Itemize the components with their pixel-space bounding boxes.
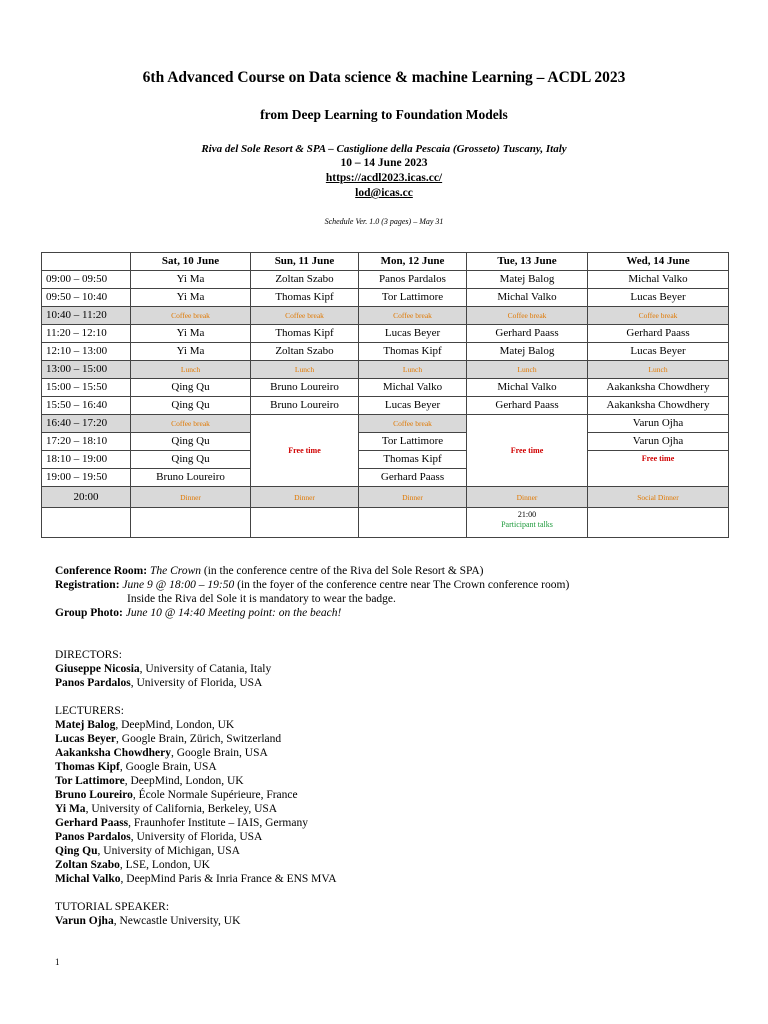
session-cell: Yi Ma (131, 289, 251, 307)
time-slot: 09:50 – 10:40 (42, 289, 131, 307)
session-cell: Thomas Kipf (251, 325, 359, 343)
email-link[interactable]: lod@icas.cc (355, 187, 413, 199)
coffee-break-cell: Coffee break (359, 307, 467, 325)
person-affiliation: , DeepMind, London, UK (115, 719, 235, 731)
table-row-lunch (42, 361, 729, 379)
person-name: Tor Lattimore (55, 775, 125, 787)
list-item (55, 816, 755, 830)
table-row (42, 325, 729, 343)
session-cell: Gerhard Paass (467, 397, 588, 415)
time-slot: 15:50 – 16:40 (42, 397, 131, 415)
coffee-break-cell: Coffee break (251, 307, 359, 325)
person-affiliation: , University of Michigan, USA (97, 845, 240, 857)
lecturers-section (55, 704, 755, 886)
coffee-break-cell: Coffee break (131, 415, 251, 433)
table-row (42, 343, 729, 361)
person-affiliation: , Newcastle University, UK (113, 915, 241, 927)
registration-label: Registration (55, 579, 116, 591)
dinner-cell: Dinner (251, 487, 359, 508)
person-name: Aakanksha Chowdhery (55, 747, 171, 759)
session-cell: Lucas Beyer (588, 289, 729, 307)
session-cell: Gerhard Paass (588, 325, 729, 343)
empty-cell (42, 508, 131, 538)
time-slot: 19:00 – 19:50 (42, 469, 131, 487)
empty-cell (588, 508, 729, 538)
dates-line: 10 – 14 June 2023 (340, 157, 428, 169)
session-cell: Michal Valko (359, 379, 467, 397)
time-slot: 13:00 – 15:00 (42, 361, 131, 379)
registration-time: June 9 @ 18:00 – 19:50 (122, 579, 235, 591)
session-cell: Qing Qu (131, 379, 251, 397)
person-name: Yi Ma (55, 803, 86, 815)
session-cell: Matej Balog (467, 271, 588, 289)
session-cell: Thomas Kipf (359, 343, 467, 361)
time-slot: 18:10 – 19:00 (42, 451, 131, 469)
list-item (55, 774, 755, 788)
time-slot: 17:20 – 18:10 (42, 433, 131, 451)
list-item (55, 788, 755, 802)
session-cell: Thomas Kipf (251, 289, 359, 307)
room-name: The Crown (149, 565, 201, 577)
person-affiliation: , Google Brain, USA (119, 761, 217, 773)
list-item (55, 760, 755, 774)
person-affiliation: , Fraunhofer Institute – IAIS, Germany (128, 817, 308, 829)
dinner-cell: Social Dinner (588, 487, 729, 508)
group-photo-text: June 10 @ 14:40 Meeting point: on the beach! (125, 607, 342, 619)
session-cell: Zoltan Szabo (251, 343, 359, 361)
corner-cell (42, 253, 131, 271)
dinner-cell: Dinner (359, 487, 467, 508)
list-item (55, 844, 755, 858)
time-slot: 16:40 – 17:20 (42, 415, 131, 433)
coffee-break-cell: Coffee break (131, 307, 251, 325)
registration-note: Inside the Riva del Sole it is mandatory to wear the badge. (127, 593, 396, 605)
coffee-break-cell: Coffee break (359, 415, 467, 433)
table-row-break (42, 307, 729, 325)
lunch-cell: Lunch (251, 361, 359, 379)
list-item (55, 676, 755, 690)
page-number: 1 (55, 957, 60, 967)
session-cell: Varun Ojha (588, 415, 729, 433)
person-name: Panos Pardalos (55, 831, 131, 843)
list-item (55, 872, 755, 886)
schedule-version: Schedule Ver. 1.0 (3 pages) – May 31 (324, 217, 444, 226)
person-name: Varun Ojha (55, 915, 114, 927)
registration-desc: (in the foyer of the conference centre near The Crown conference room) (234, 579, 570, 591)
session-cell: Michal Valko (588, 271, 729, 289)
time-slot: 11:20 – 12:10 (42, 325, 131, 343)
list-item (55, 830, 755, 844)
person-affiliation: , LSE, London, UK (119, 859, 210, 871)
session-cell: Tor Lattimore (359, 289, 467, 307)
person-name: Zoltan Szabo (55, 859, 120, 871)
person-name: Matej Balog (55, 719, 116, 731)
person-name: Qing Qu (55, 845, 98, 857)
dinner-cell: Dinner (467, 487, 588, 508)
day-header: Wed, 14 June (588, 253, 729, 271)
group-photo-line: Group Photo: June 10 @ 14:40 Meeting point: on the beach! (55, 607, 342, 619)
person-name: Giuseppe Nicosia (55, 663, 140, 675)
free-time-cell: Free time (467, 415, 588, 487)
schedule-table (41, 252, 729, 538)
session-cell: Tor Lattimore (359, 433, 467, 451)
website-link[interactable]: https://acdl2023.icas.cc/ (325, 172, 443, 184)
session-cell: Gerhard Paass (467, 325, 588, 343)
session-cell: Zoltan Szabo (251, 271, 359, 289)
session-cell: Michal Valko (467, 379, 588, 397)
session-cell: Aakanksha Chowdhery (588, 397, 729, 415)
group-photo-label: Group Photo (55, 607, 120, 619)
lunch-cell: Lunch (359, 361, 467, 379)
empty-cell (251, 508, 359, 538)
day-header: Sat, 10 June (131, 253, 251, 271)
list-item (55, 858, 755, 872)
participant-label: Participant talks (501, 520, 553, 529)
list-item (55, 732, 755, 746)
lunch-cell: Lunch (467, 361, 588, 379)
person-affiliation: , DeepMind, London, UK (124, 775, 244, 787)
person-affiliation: , University of Florida, USA (130, 677, 263, 689)
session-cell: Yi Ma (131, 271, 251, 289)
list-item (55, 914, 755, 928)
session-cell: Lucas Beyer (588, 343, 729, 361)
free-time-cell: Free time (588, 451, 729, 487)
table-row (42, 433, 729, 451)
time-slot: 10:40 – 11:20 (42, 307, 131, 325)
session-cell: Yi Ma (131, 343, 251, 361)
person-affiliation: , University of Florida, USA (130, 831, 263, 843)
table-row-dinner (42, 487, 729, 508)
time-slot: 12:10 – 13:00 (42, 343, 131, 361)
list-item (55, 662, 755, 676)
directors-heading: DIRECTORS: (55, 649, 122, 661)
person-affiliation: , University of Catania, Italy (139, 663, 272, 675)
session-cell: Thomas Kipf (359, 451, 467, 469)
person-affiliation: , Google Brain, USA (171, 747, 268, 759)
person-affiliation: , DeepMind Paris & Inria France & ENS MVA (120, 873, 337, 885)
page-title: 6th Advanced Course on Data science & machine Learning – ACDL 2023 (142, 69, 626, 86)
session-cell: Lucas Beyer (359, 325, 467, 343)
session-cell: Qing Qu (131, 397, 251, 415)
conference-room-line: Conference Room: The Crown (in the conference centre of the Riva del Sole Resort & SPA) (55, 565, 484, 577)
session-cell: Gerhard Paass (359, 469, 467, 487)
tutorial-heading: TUTORIAL SPEAKER: (55, 901, 170, 913)
lecturers-heading: LECTURERS: (55, 705, 125, 717)
coffee-break-cell: Coffee break (588, 307, 729, 325)
time-slot: 15:00 – 15:50 (42, 379, 131, 397)
table-row (42, 379, 729, 397)
table-row (42, 415, 729, 433)
session-cell: Lucas Beyer (359, 397, 467, 415)
participant-time: 21:00 (517, 510, 537, 519)
empty-cell (359, 508, 467, 538)
table-row (42, 271, 729, 289)
room-desc: (in the conference centre of the Riva del Sole Resort & SPA) (200, 565, 484, 577)
session-cell: Qing Qu (131, 451, 251, 469)
session-cell: Bruno Loureiro (131, 469, 251, 487)
dinner-cell: Dinner (131, 487, 251, 508)
session-cell: Matej Balog (467, 343, 588, 361)
empty-cell (131, 508, 251, 538)
room-label: Conference Room (55, 565, 144, 577)
lunch-cell: Lunch (131, 361, 251, 379)
person-name: Gerhard Paass (55, 817, 129, 829)
session-cell: Bruno Loureiro (251, 379, 359, 397)
list-item (55, 802, 755, 816)
venue-line: Riva del Sole Resort & SPA – Castiglione della Pescaia (Grosseto) Tuscany, Italy (201, 143, 567, 155)
person-affiliation: , University of California, Berkeley, USA (85, 803, 278, 815)
time-slot: 09:00 – 09:50 (42, 271, 131, 289)
time-slot: 20:00 (42, 487, 131, 508)
registration-line: Registration: June 9 @ 18:00 – 19:50 (in the foyer of the conference centre near The Crown conference room) (55, 579, 570, 591)
table-row-evening (42, 508, 729, 538)
table-row (42, 397, 729, 415)
person-name: Bruno Loureiro (55, 789, 133, 801)
coffee-break-cell: Coffee break (467, 307, 588, 325)
day-header: Tue, 13 June (467, 253, 588, 271)
list-item (55, 718, 755, 732)
person-affiliation: , École Normale Supérieure, France (132, 789, 298, 801)
page-subtitle: from Deep Learning to Foundation Models (260, 107, 508, 122)
directors-section (55, 648, 755, 690)
session-cell: Michal Valko (467, 289, 588, 307)
person-name: Michal Valko (55, 873, 121, 885)
person-name: Panos Pardalos (55, 677, 131, 689)
day-header: Mon, 12 June (359, 253, 467, 271)
lunch-cell: Lunch (588, 361, 729, 379)
person-name: Thomas Kipf (55, 761, 120, 773)
table-row (42, 289, 729, 307)
session-cell: Varun Ojha (588, 433, 729, 451)
list-item (55, 746, 755, 760)
session-cell: Aakanksha Chowdhery (588, 379, 729, 397)
day-header: Sun, 11 June (251, 253, 359, 271)
session-cell: Yi Ma (131, 325, 251, 343)
table-header-row (42, 253, 729, 271)
session-cell: Bruno Loureiro (251, 397, 359, 415)
session-cell: Panos Pardalos (359, 271, 467, 289)
person-name: Lucas Beyer (55, 733, 117, 745)
table-row (42, 451, 729, 469)
person-affiliation: , Google Brain, Zürich, Switzerland (116, 733, 282, 745)
event-info (55, 564, 755, 620)
session-cell: Qing Qu (131, 433, 251, 451)
tutorial-section (55, 900, 755, 928)
participant-talks-cell (467, 508, 588, 538)
free-time-cell: Free time (251, 415, 359, 487)
